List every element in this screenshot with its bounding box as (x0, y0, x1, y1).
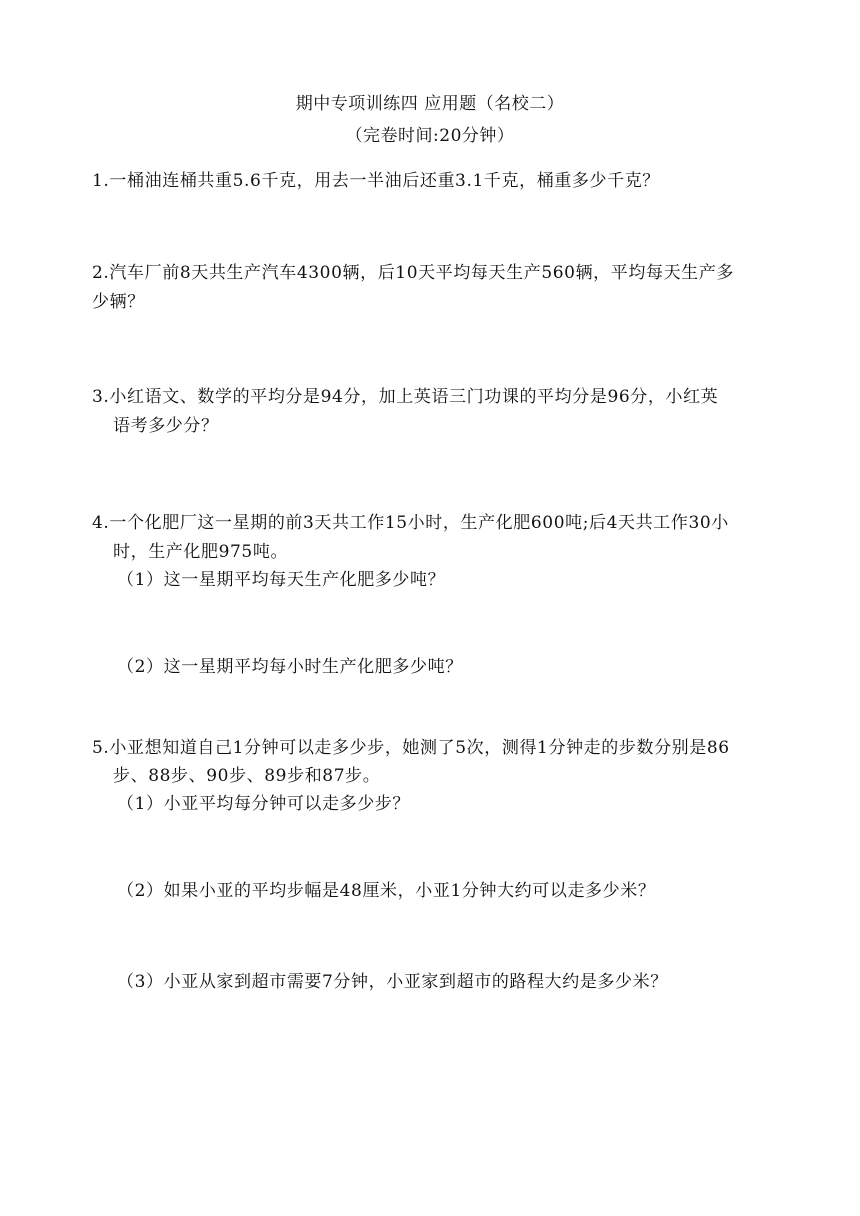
question-5-sub-1: （1）小亚平均每分钟可以走多少步？ (117, 794, 411, 814)
question-4-sub-1: （1）这一星期平均每天生产化肥多少吨？ (117, 570, 446, 590)
question-5-text-cont: 步、88步、90步、89步和87步。 (113, 766, 381, 786)
question-3-text: 3.小红语文、数学的平均分是94分，加上英语三门功课的平均分是96分，小红英 (92, 387, 719, 407)
page-title: 期中专项训练四 应用题（名校二） (295, 94, 565, 114)
question-4-text-cont: 时，生产化肥975吨。 (113, 542, 289, 562)
question-4-sub-2: （2）这一星期平均每小时生产化肥多少吨？ (117, 657, 463, 677)
question-5-text: 5.小亚想知道自己1分钟可以走多少步，她测了5次，测得1分钟走的步数分别是86 (92, 738, 730, 758)
page-subtitle: （完卷时间:20分钟） (345, 126, 515, 146)
question-1-text: 1.一桶油连桶共重5.6千克，用去一半油后还重3.1千克，桶重多少千克？ (92, 171, 660, 191)
question-5-sub-2: （2）如果小亚的平均步幅是48厘米，小亚1分钟大约可以走多少米？ (117, 881, 656, 901)
question-3-text-cont: 语考多少分？ (113, 416, 219, 436)
question-4-text: 4.一个化肥厂这一星期的前3天共工作15小时，生产化肥600吨;后4天共工作30小 (92, 513, 729, 533)
question-5-sub-3: （3）小亚从家到超市需要7分钟，小亚家到超市的路程大约是多少米？ (117, 972, 668, 992)
question-2-text-cont: 少辆？ (92, 292, 145, 312)
question-2-text: 2.汽车厂前8天共生产汽车4300辆，后10天平均每天生产560辆，平均每天生产多 (92, 263, 734, 283)
